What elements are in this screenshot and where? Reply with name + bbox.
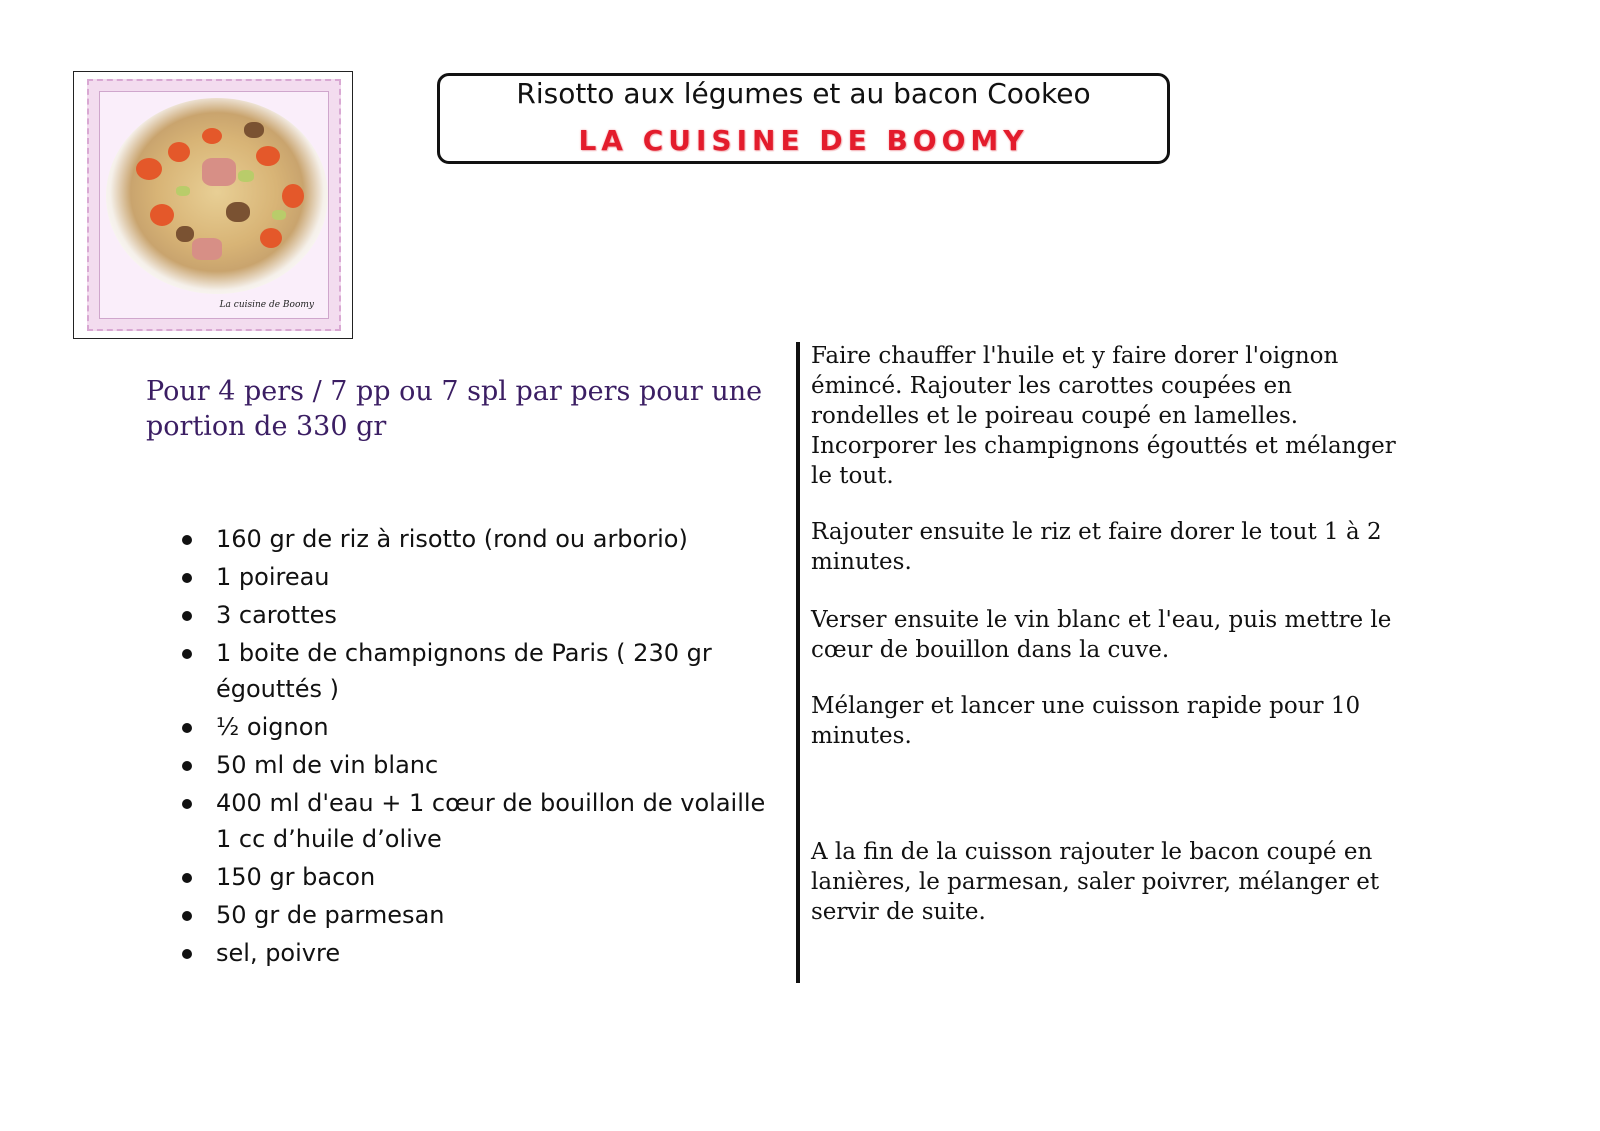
ingredient-item: [182, 935, 782, 971]
ingredient-text: 1 poireau: [216, 563, 330, 591]
instruction-step: Mélanger et lancer une cuisson rapide pour 10 minutes.: [811, 693, 1361, 749]
ingredients-list: [182, 521, 782, 973]
carrot-slice: [260, 228, 282, 248]
ingredient-text: 150 gr bacon: [216, 863, 376, 891]
carrot-slice: [150, 204, 174, 226]
leek-piece: [238, 170, 254, 182]
recipe-photo: [73, 71, 353, 339]
ingredient-item: [182, 635, 782, 707]
carrot-slice: [282, 184, 304, 208]
bullet-icon: [182, 873, 192, 883]
bullet-icon: [182, 535, 192, 545]
carrot-slice: [168, 142, 190, 162]
ingredient-text: 400 ml d'eau + 1 cœur de bouillon de volaille 1 cc d’huile d’olive: [216, 789, 766, 853]
mushroom-piece: [226, 202, 250, 222]
instruction-step: Verser ensuite le vin blanc et l'eau, puis mettre le cœur de bouillon dans la cuve.: [811, 607, 1392, 663]
ingredient-item: [182, 747, 782, 783]
bullet-icon: [182, 573, 192, 583]
bacon-piece: [202, 158, 236, 186]
bullet-icon: [182, 761, 192, 771]
bullet-icon: [182, 911, 192, 921]
bullet-icon: [182, 723, 192, 733]
brand-name: LA CUISINE DE BOOMY: [578, 124, 1029, 157]
carrot-slice: [136, 158, 162, 180]
ingredient-text: 50 ml de vin blanc: [216, 751, 439, 779]
photo-decorative-border: [87, 79, 341, 331]
ingredient-item: [182, 897, 782, 933]
bacon-piece: [192, 238, 222, 260]
ingredient-text: ½ oignon: [216, 713, 329, 741]
carrot-slice: [202, 128, 222, 144]
ingredient-text: 1 boite de champignons de Paris ( 230 gr égouttés ): [216, 639, 712, 703]
mushroom-piece: [244, 122, 264, 138]
ingredient-text: 3 carottes: [216, 601, 337, 629]
photo-mat: [99, 91, 329, 319]
leek-piece: [176, 186, 190, 196]
mushroom-piece: [176, 226, 194, 242]
bullet-icon: [182, 649, 192, 659]
ingredient-item: [182, 597, 782, 633]
title-box: [437, 73, 1170, 164]
bullet-icon: [182, 611, 192, 621]
risotto-plate-image: [106, 98, 328, 294]
ingredient-text: sel, poivre: [216, 939, 341, 967]
carrot-slice: [256, 146, 280, 166]
column-divider: [796, 342, 800, 983]
servings-info: Pour 4 pers / 7 pp ou 7 spl par pers pour une portion de 330 gr: [146, 376, 763, 442]
leek-piece: [272, 210, 286, 220]
instruction-step: Faire chauffer l'huile et y faire dorer l'oignon émincé. Rajouter les carottes coupées en rondelles et le poireau coupé en lamelles. Incorporer les champignons égouttés et mélanger le tout.: [811, 343, 1396, 489]
recipe-title: Risotto aux légumes et au bacon Cookeo: [516, 77, 1091, 110]
ingredient-item: [182, 559, 782, 595]
ingredient-item: [182, 709, 782, 745]
instruction-step: Rajouter ensuite le riz et faire dorer le tout 1 à 2 minutes.: [811, 519, 1382, 575]
ingredient-item: [182, 785, 782, 857]
photo-signature: La cuisine de Boomy: [219, 300, 314, 310]
ingredient-item: [182, 521, 782, 557]
instruction-step: A la fin de la cuisson rajouter le bacon coupé en lanières, le parmesan, saler poivrer, mélanger et servir de suite.: [811, 839, 1380, 925]
ingredient-item: [182, 859, 782, 895]
bullet-icon: [182, 949, 192, 959]
ingredient-text: 50 gr de parmesan: [216, 901, 445, 929]
bullet-icon: [182, 799, 192, 809]
ingredient-text: 160 gr de riz à risotto (rond ou arborio): [216, 525, 688, 553]
